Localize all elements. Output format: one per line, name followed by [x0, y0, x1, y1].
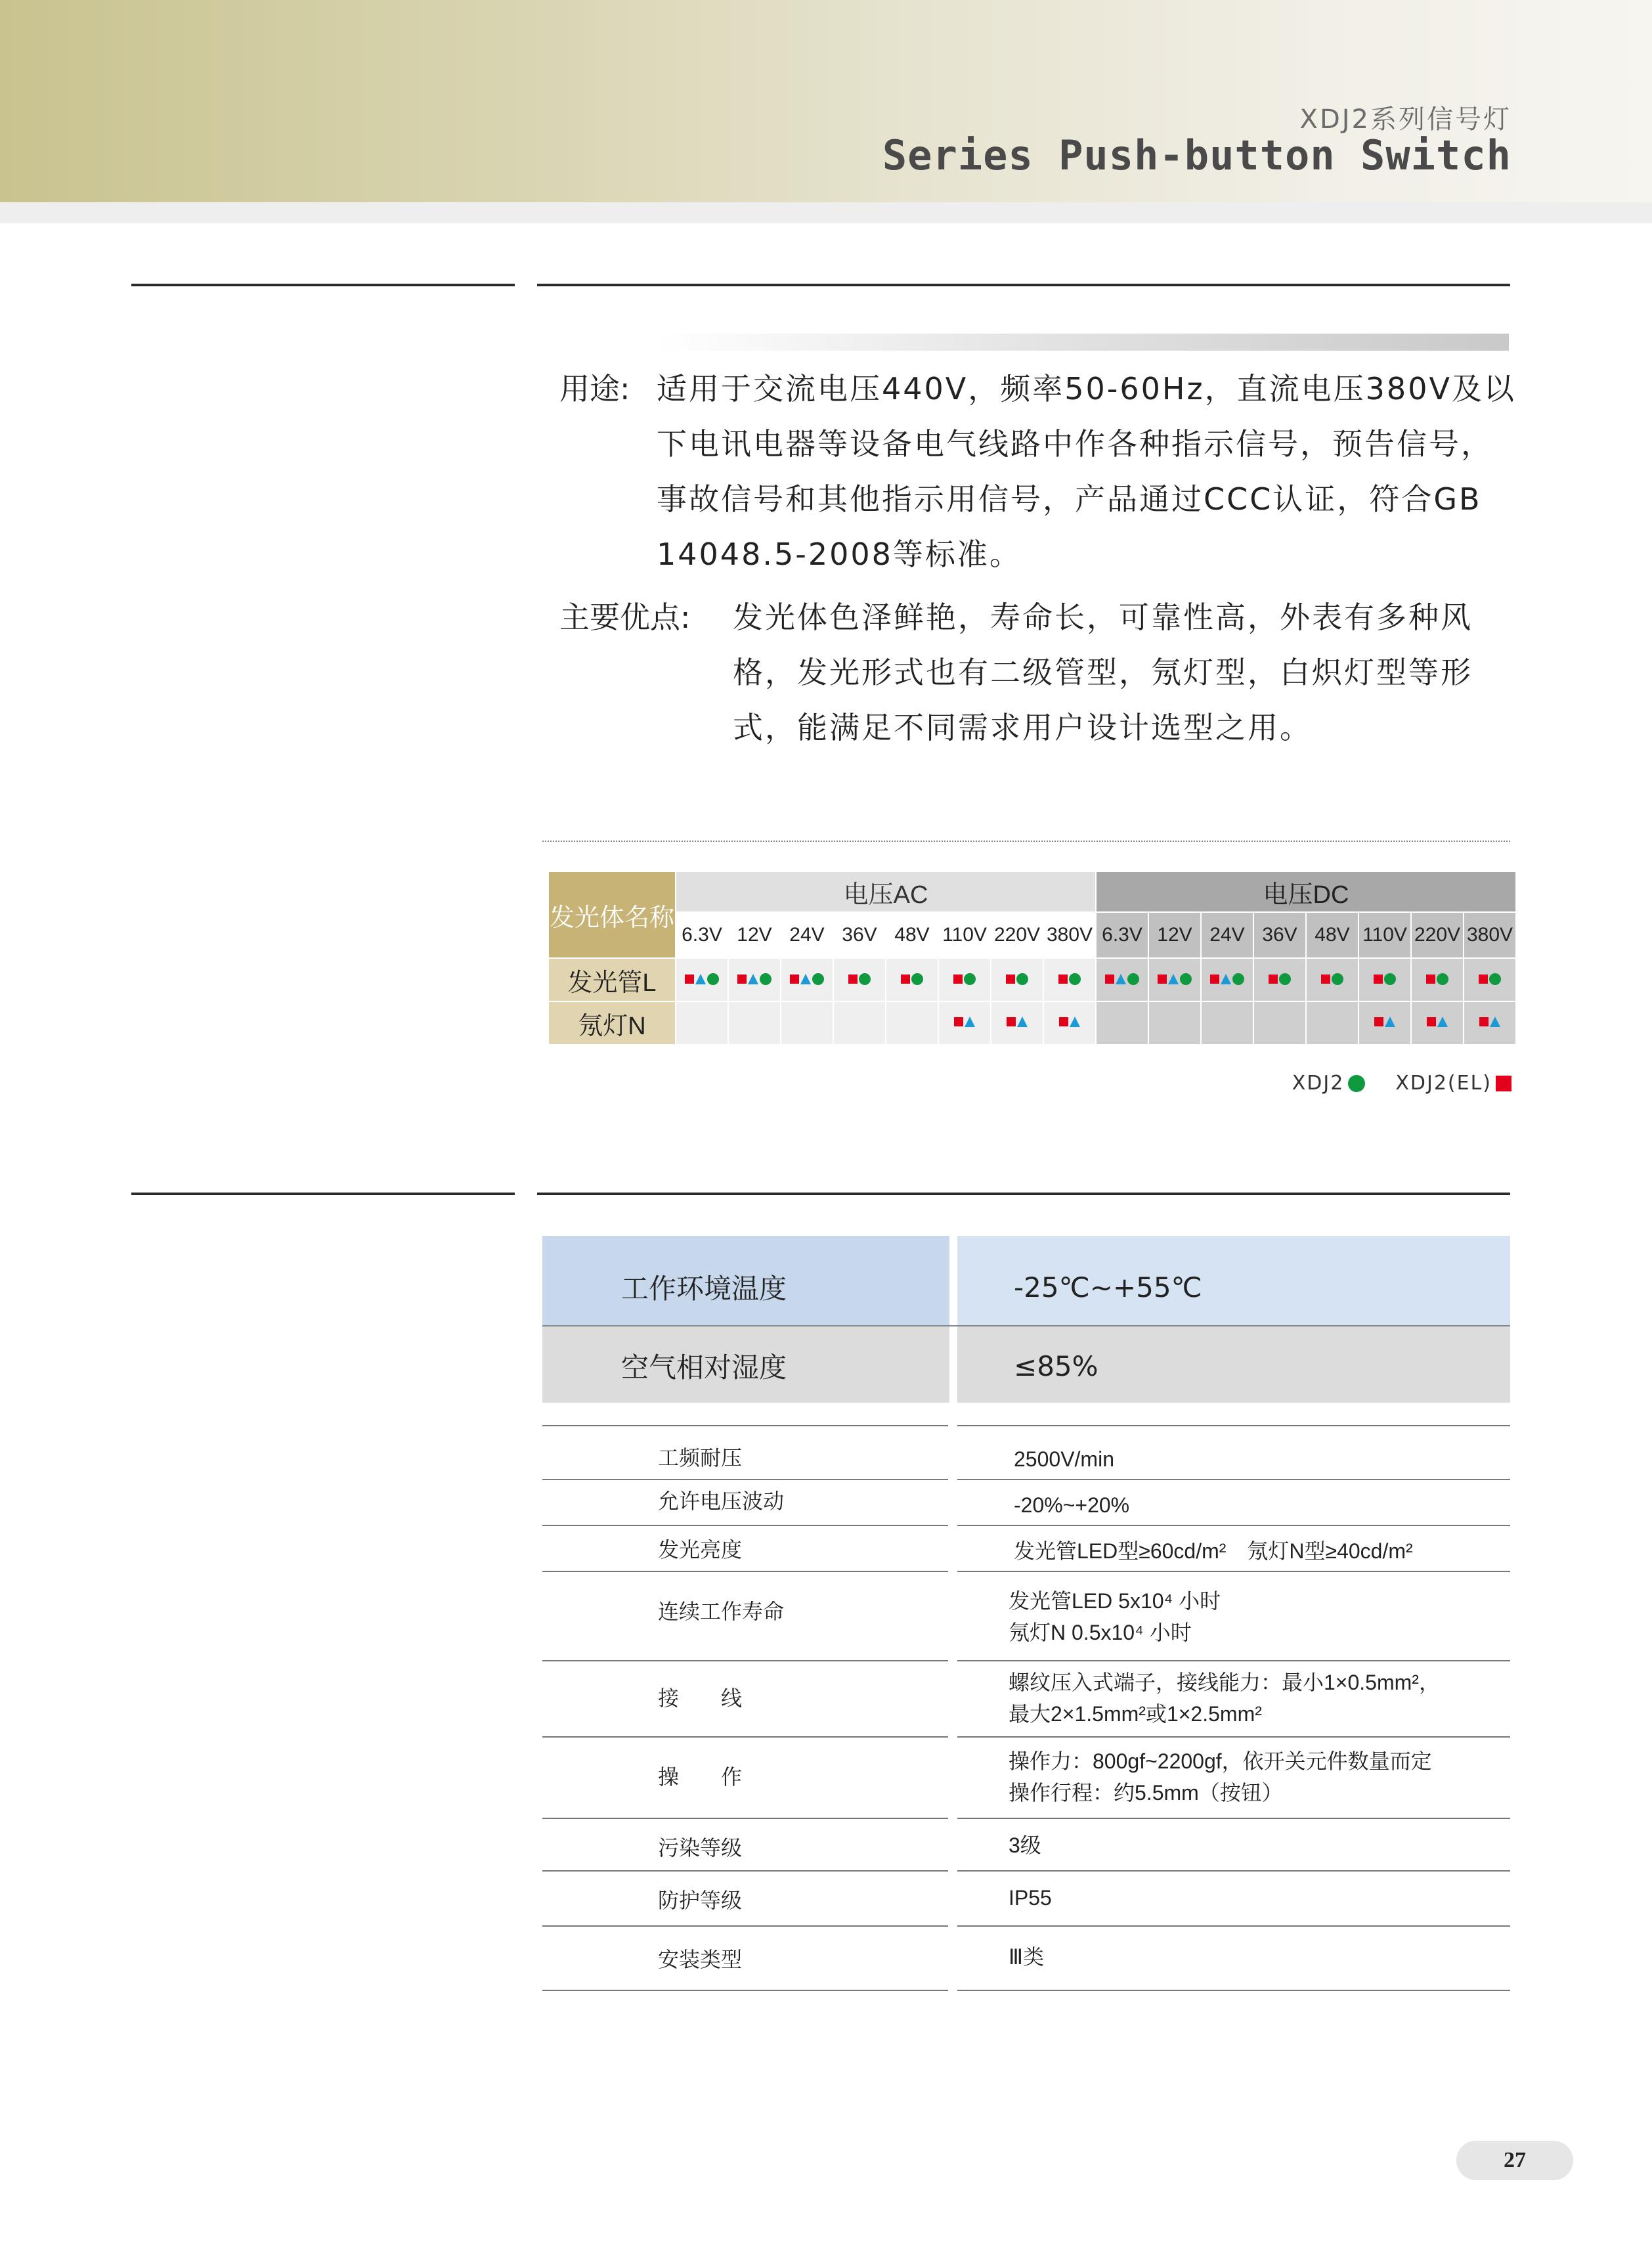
green-circle-icon: [1127, 973, 1139, 985]
symbol-cell-dc-4: [1307, 1002, 1358, 1044]
ac-voltage-6: 220V: [991, 913, 1043, 957]
blue-triangle-icon: [1070, 1017, 1080, 1027]
legend-green-circle-icon: [1348, 1075, 1365, 1092]
dc-voltage-1: 12V: [1149, 913, 1200, 957]
green-circle-icon: [911, 973, 923, 985]
ac-voltage-7: 380V: [1044, 913, 1095, 957]
red-square-icon: [1006, 975, 1015, 984]
spec-line: [542, 1925, 948, 1927]
green-circle-icon: [859, 973, 871, 985]
spec-line: [542, 1425, 948, 1426]
symbol-cell-dc-3: [1254, 959, 1305, 1001]
symbol-cell-ac-4: [886, 959, 938, 1001]
symbol-cell-ac-2: [781, 959, 833, 1001]
legend-xdj2el-label: XDJ2(EL): [1395, 1072, 1492, 1095]
description-gradient-bar: [658, 334, 1509, 351]
green-circle-icon: [964, 973, 976, 985]
symbol-group: [737, 973, 772, 985]
symbol-group: [848, 973, 871, 985]
symbol-group: [685, 973, 719, 985]
red-square-icon: [1105, 975, 1114, 984]
red-square-icon: [1059, 1017, 1068, 1026]
usage-label: 用途:: [559, 371, 630, 406]
dc-voltage-6: 220V: [1412, 913, 1463, 957]
symbol-cell-dc-3: [1254, 1002, 1305, 1044]
neon-row: [549, 1002, 1515, 1044]
symbol-cell-dc-2: [1202, 959, 1253, 1001]
red-square-icon: [1426, 975, 1435, 984]
spec-value-wiring-max: 最大2×1.5mm²或1×2.5mm²: [1009, 1702, 1262, 1726]
red-square-icon: [1427, 1017, 1436, 1026]
symbol-cell-ac-6: [991, 1002, 1043, 1044]
symbol-group: [1426, 973, 1448, 985]
dc-voltage-header: 电压DC: [1097, 872, 1515, 911]
ac-voltage-4: 48V: [886, 913, 938, 957]
usage-paragraph: [559, 361, 1518, 582]
symbol-group: [1006, 973, 1028, 985]
spec-line: [957, 1660, 1510, 1661]
red-square-icon: [1479, 975, 1488, 984]
blue-triangle-icon: [1490, 1017, 1500, 1027]
spec-line: [542, 1660, 948, 1661]
env-humidity-label: 空气相对湿度: [621, 1351, 787, 1384]
symbol-cell-ac-4: [886, 1002, 938, 1044]
blue-triangle-icon: [965, 1017, 975, 1027]
red-square-icon: [1158, 975, 1167, 984]
spec-label-protection-degree: 防护等级: [658, 1889, 743, 1912]
blue-triangle-icon: [695, 974, 706, 984]
ac-voltage-3: 36V: [834, 913, 885, 957]
spec-label-brightness: 发光亮度: [658, 1538, 743, 1562]
symbol-group: [1210, 973, 1244, 985]
red-square-icon: [1210, 975, 1219, 984]
red-square-icon: [1479, 1017, 1489, 1026]
red-square-icon: [1058, 975, 1068, 984]
symbol-cell-ac-7: [1044, 1002, 1095, 1044]
blue-triangle-icon: [1385, 1017, 1395, 1027]
spec-label-voltage-fluctuation: 允许电压波动: [658, 1489, 785, 1513]
section-rule-left: [131, 284, 515, 286]
spec-line: [957, 1425, 1510, 1426]
spec-line: [957, 1925, 1510, 1927]
spec-line: [957, 1818, 1510, 1819]
symbol-cell-dc-0: [1097, 1002, 1148, 1044]
symbol-cell-ac-3: [834, 1002, 885, 1044]
blue-triangle-icon: [1017, 1017, 1028, 1027]
symbol-cell-dc-6: [1412, 959, 1463, 1001]
page-number: 27: [1456, 2141, 1573, 2180]
spec-label-withstand-voltage: 工频耐压: [658, 1446, 743, 1470]
symbol-group: [954, 1017, 975, 1027]
section-rule-left-2: [131, 1193, 515, 1195]
symbol-group: [1479, 973, 1501, 985]
advantage-text: 发光体色泽鲜艳，寿命长，可靠性高，外表有多种风格，发光形式也有二级管型，氖灯型，白炽灯型等形式，能满足不同需求用户设计选型之用。: [733, 600, 1473, 745]
red-square-icon: [901, 975, 910, 984]
blue-triangle-icon: [1437, 1017, 1448, 1027]
symbol-cell-ac-5: [939, 959, 990, 1001]
spec-value-pollution-degree: 3级: [1009, 1833, 1041, 1857]
green-circle-icon: [1180, 973, 1192, 985]
red-square-icon: [737, 975, 747, 984]
green-circle-icon: [1069, 973, 1081, 985]
usage-text: 适用于交流电压440V，频率50-60Hz，直流电压380V及以下电讯电器等设备电气线路中作各种指示信号，预告信号，事故信号和其他指示用信号，产品通过CCC认证，符合GB 14048.5-2008等标准。: [657, 371, 1516, 572]
blue-triangle-icon: [1168, 974, 1179, 984]
spec-label-wiring: 接 线: [658, 1686, 743, 1710]
spec-label-pollution-degree: 污染等级: [658, 1836, 743, 1860]
red-square-icon: [953, 975, 963, 984]
legend-xdj2-label: XDJ2: [1292, 1072, 1345, 1095]
spec-line: [957, 1525, 1510, 1526]
spec-value-brightness: 发光管LED型≥60cd/m² 氖灯N型≥40cd/m²: [1014, 1539, 1413, 1563]
blue-triangle-icon: [748, 974, 758, 984]
symbol-cell-dc-7: [1464, 959, 1515, 1001]
symbol-group: [1059, 1017, 1080, 1027]
symbol-group: [1427, 1017, 1448, 1027]
symbol-cell-dc-7: [1464, 1002, 1515, 1044]
symbol-group: [790, 973, 824, 985]
symbol-group: [1321, 973, 1343, 985]
advantage-label: 主要优点:: [559, 600, 691, 635]
green-circle-icon: [1016, 973, 1028, 985]
ac-voltage-0: 6.3V: [676, 913, 728, 957]
symbol-group: [1158, 973, 1192, 985]
spec-line: [542, 1990, 948, 1991]
green-circle-icon: [1437, 973, 1448, 985]
red-square-icon: [1321, 975, 1330, 984]
green-circle-icon: [1384, 973, 1396, 985]
advantage-paragraph: [559, 590, 1518, 755]
symbol-group: [1479, 1017, 1500, 1027]
dc-voltage-4: 48V: [1307, 913, 1358, 957]
spec-line: [542, 1571, 948, 1572]
section-rule-right: [537, 284, 1510, 286]
spec-line: [542, 1870, 948, 1872]
ac-voltage-1: 12V: [729, 913, 780, 957]
blue-triangle-icon: [800, 974, 811, 984]
red-square-icon: [685, 975, 694, 984]
spec-value-life-neon: 氖灯N 0.5x10⁴ 小时: [1009, 1621, 1192, 1644]
env-temperature-label: 工作环境温度: [621, 1273, 787, 1305]
spec-line: [957, 1571, 1510, 1572]
symbol-cell-dc-2: [1202, 1002, 1253, 1044]
symbol-cell-ac-5: [939, 1002, 990, 1044]
spec-line: [542, 1736, 948, 1738]
spec-label-service-life: 连续工作寿命: [658, 1600, 785, 1623]
green-circle-icon: [1489, 973, 1501, 985]
symbol-cell-dc-1: [1149, 959, 1200, 1001]
dc-voltage-5: 110V: [1359, 913, 1410, 957]
symbol-cell-ac-1: [729, 1002, 780, 1044]
spec-value-operation-force: 操作力：800gf~2200gf，依开关元件数量而定: [1009, 1749, 1432, 1773]
spec-value-wiring-min: 螺纹压入式端子，接线能力：最小1×0.5mm²，: [1009, 1671, 1440, 1694]
symbol-cell-ac-1: [729, 959, 780, 1001]
green-circle-icon: [812, 973, 824, 985]
dc-voltage-0: 6.3V: [1097, 913, 1148, 957]
light-color-table: [548, 871, 1517, 1045]
spec-line: [542, 1479, 948, 1480]
green-circle-icon: [760, 973, 772, 985]
symbol-cell-ac-2: [781, 1002, 833, 1044]
symbol-group: [953, 973, 976, 985]
red-square-icon: [790, 975, 799, 984]
red-square-icon: [1007, 1017, 1016, 1026]
row-name-neon: 氖灯N: [549, 1002, 675, 1044]
spec-line: [957, 1479, 1510, 1480]
red-square-icon: [848, 975, 858, 984]
env-humidity-value: ≤85%: [1014, 1350, 1098, 1382]
spec-line: [957, 1990, 1510, 1991]
green-circle-icon: [707, 973, 719, 985]
spec-value-life-led: 发光管LED 5x10⁴ 小时: [1009, 1589, 1221, 1613]
symbol-cell-dc-1: [1149, 1002, 1200, 1044]
legend-red-square-icon: [1496, 1076, 1511, 1091]
symbol-group: [1269, 973, 1291, 985]
red-square-icon: [1269, 975, 1278, 984]
symbol-cell-ac-0: [676, 1002, 728, 1044]
symbol-legend: [1292, 1072, 1511, 1095]
ac-voltage-5: 110V: [939, 913, 990, 957]
symbol-group: [1058, 973, 1081, 985]
section-rule-right-2: [537, 1193, 1510, 1195]
symbol-group: [1374, 973, 1396, 985]
spec-value-withstand-voltage: 2500V/min: [1014, 1447, 1114, 1471]
symbol-group: [901, 973, 923, 985]
symbol-cell-ac-0: [676, 959, 728, 1001]
spec-line: [542, 1818, 948, 1819]
green-circle-icon: [1332, 973, 1343, 985]
series-title: Series Push-button Switch: [882, 131, 1511, 179]
symbol-group: [1374, 1017, 1395, 1027]
spec-line: [957, 1736, 1510, 1738]
red-square-icon: [1374, 975, 1383, 984]
green-circle-icon: [1232, 973, 1244, 985]
symbol-cell-ac-7: [1044, 959, 1095, 1001]
symbol-cell-dc-0: [1097, 959, 1148, 1001]
symbol-cell-dc-6: [1412, 1002, 1463, 1044]
spec-value-installation-type: Ⅲ类: [1009, 1945, 1045, 1969]
dotted-divider: [542, 841, 1510, 842]
symbol-cell-ac-6: [991, 959, 1043, 1001]
row-name-led: 发光管L: [549, 959, 675, 1001]
spec-line: [542, 1525, 948, 1526]
dc-voltage-3: 36V: [1254, 913, 1305, 957]
voltage-row: [549, 913, 1515, 957]
blue-triangle-icon: [1116, 974, 1126, 984]
env-temperature-value: -25℃~+55℃: [1014, 1271, 1202, 1304]
symbol-cell-ac-3: [834, 959, 885, 1001]
red-square-icon: [1374, 1017, 1383, 1026]
blue-triangle-icon: [1221, 974, 1231, 984]
symbol-group: [1007, 1017, 1028, 1027]
green-circle-icon: [1279, 973, 1291, 985]
header-strip: [0, 202, 1652, 223]
ac-voltage-header: 电压AC: [676, 872, 1095, 911]
led-row: [549, 959, 1515, 1001]
symbol-group: [1105, 973, 1139, 985]
spec-label-installation-type: 安装类型: [658, 1948, 743, 1971]
spec-line: [957, 1870, 1510, 1872]
dc-voltage-7: 380V: [1464, 913, 1515, 957]
symbol-cell-dc-5: [1359, 959, 1410, 1001]
spec-value-voltage-fluctuation: -20%~+20%: [1014, 1493, 1130, 1517]
spec-label-operation: 操 作: [658, 1765, 743, 1789]
symbol-cell-dc-5: [1359, 1002, 1410, 1044]
ac-voltage-2: 24V: [781, 913, 833, 957]
series-subtitle: XDJ2系列信号灯: [1299, 104, 1511, 135]
spec-value-operation-travel: 操作行程：约5.5mm（按钮）: [1009, 1781, 1283, 1805]
red-square-icon: [954, 1017, 963, 1026]
dc-voltage-2: 24V: [1202, 913, 1253, 957]
emitter-name-header: 发光体名称: [549, 872, 675, 957]
spec-value-protection-degree: IP55: [1009, 1886, 1052, 1910]
symbol-cell-dc-4: [1307, 959, 1358, 1001]
